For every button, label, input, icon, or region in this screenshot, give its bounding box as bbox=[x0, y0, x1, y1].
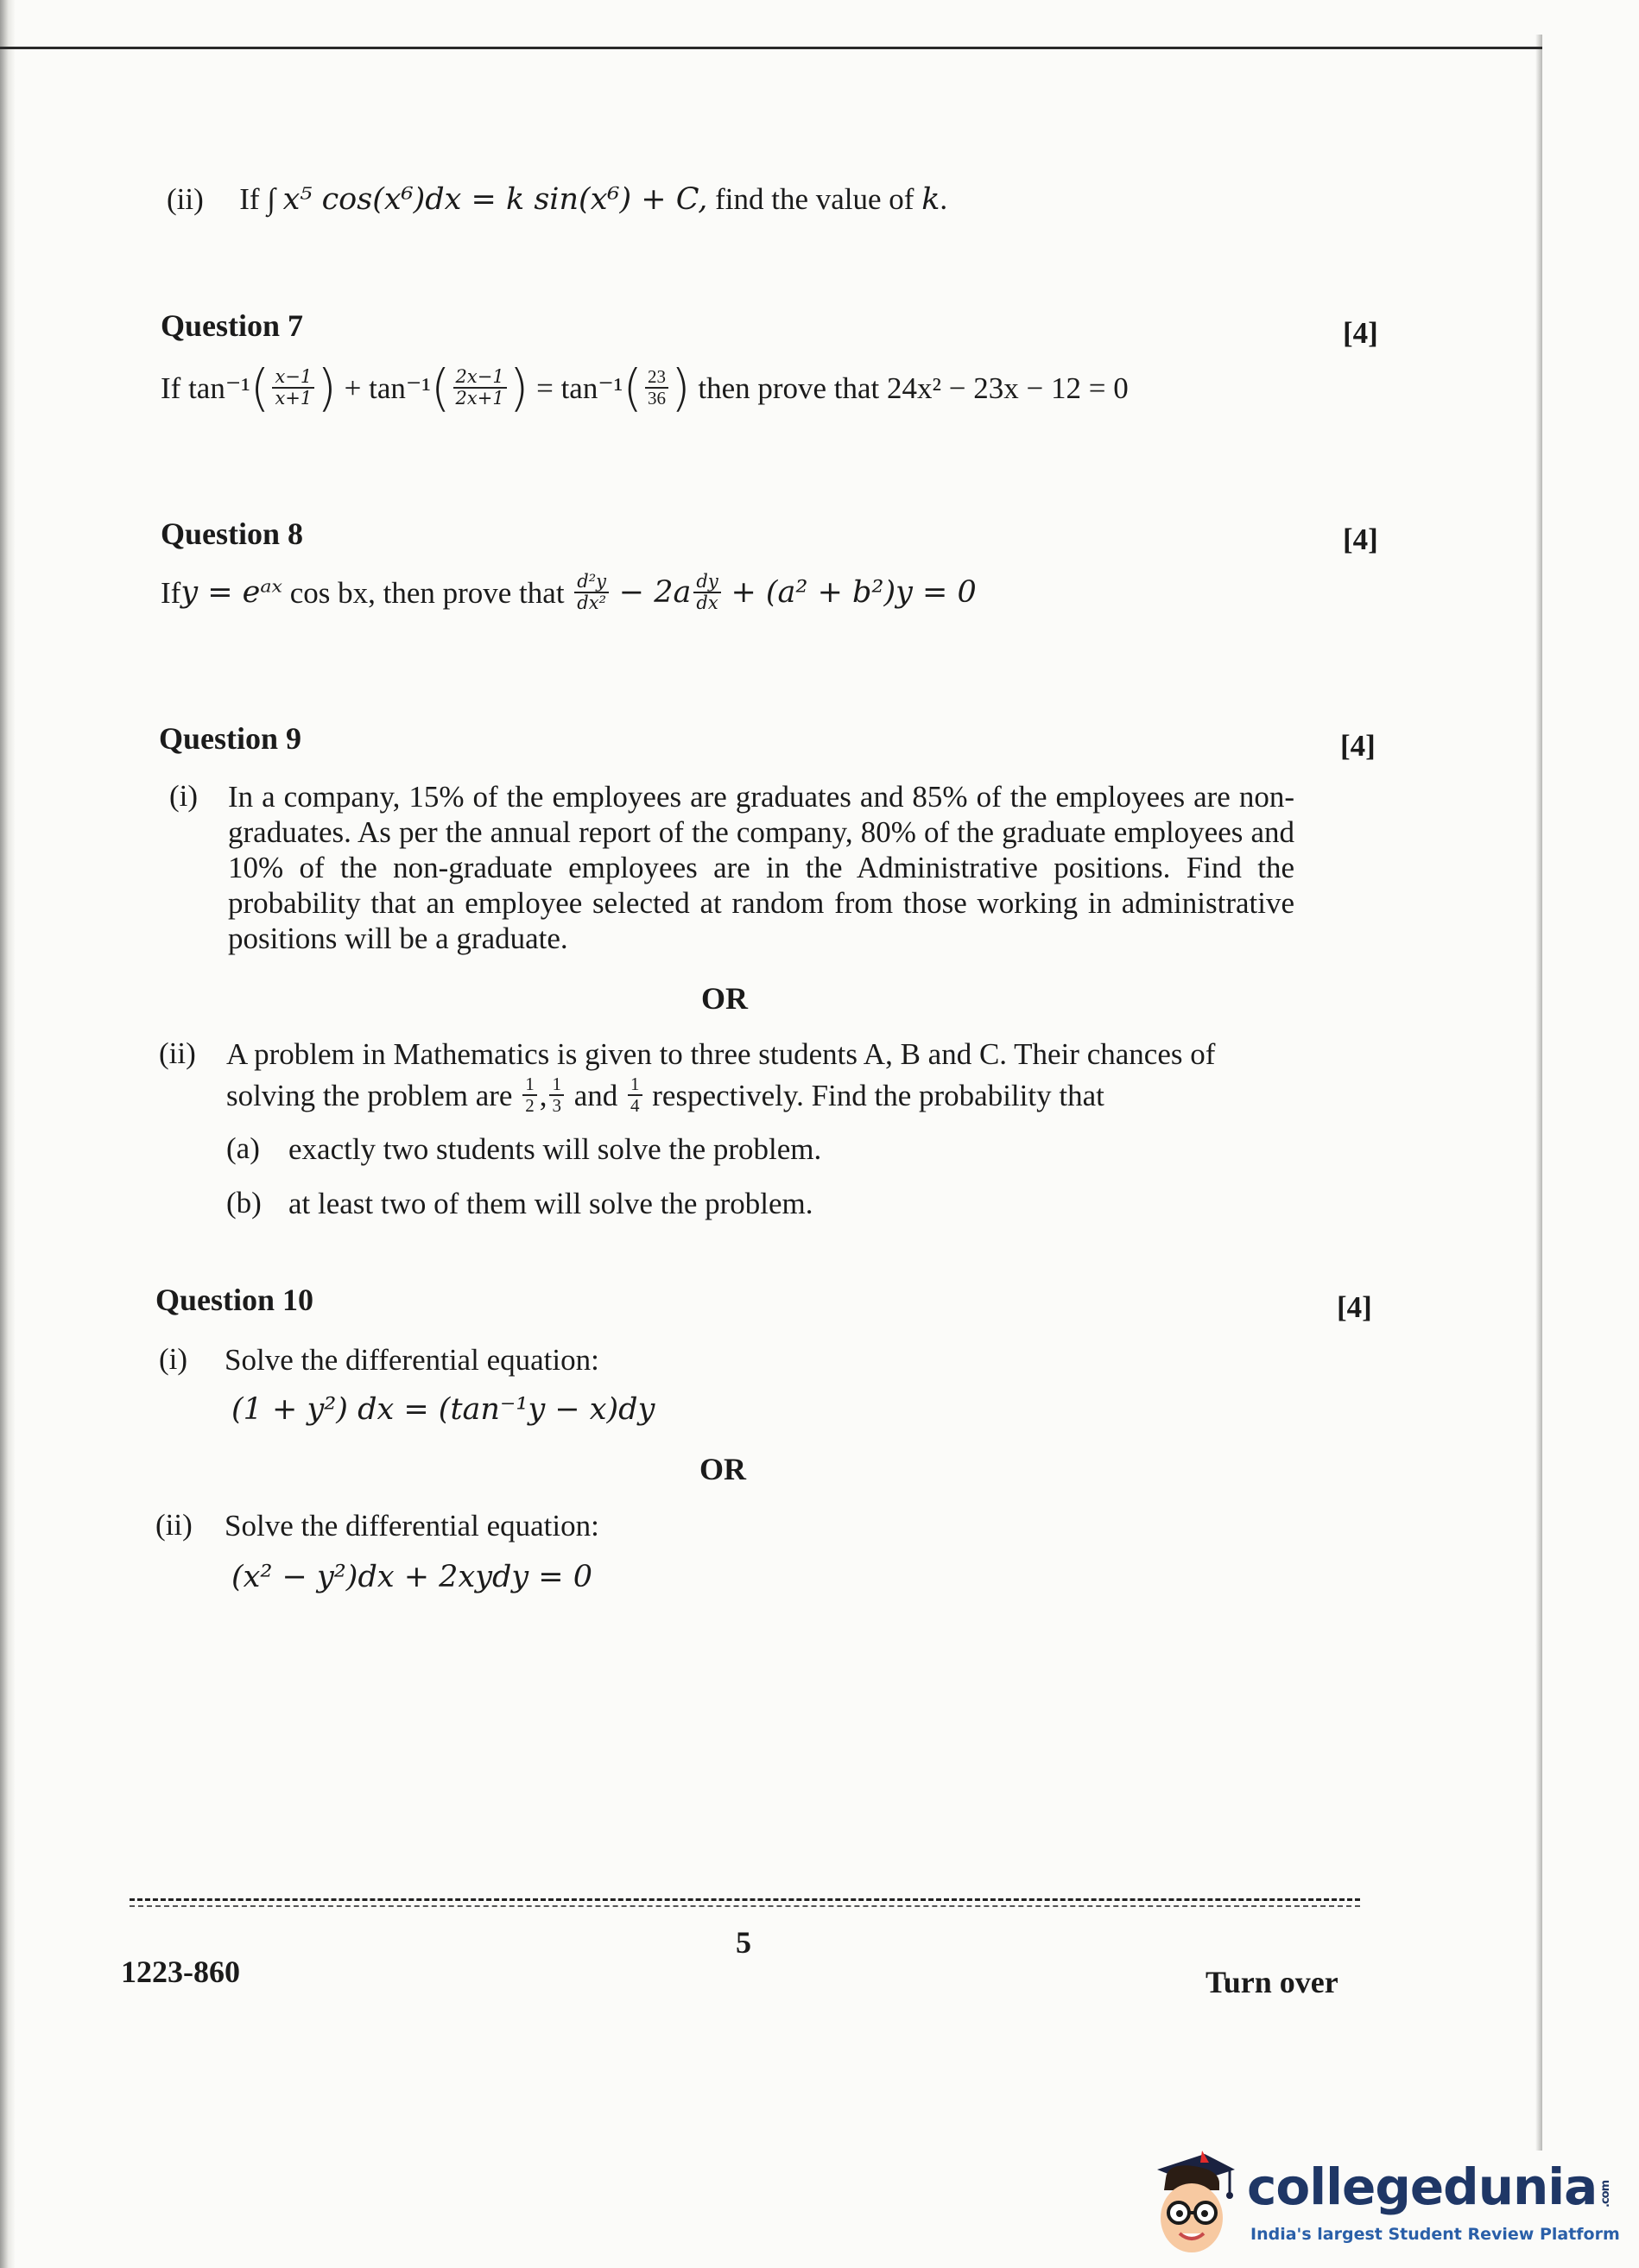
q7-fraction-2: ( $\frac{2x-1}{2x+1}$ ) bbox=[430, 358, 529, 417]
q7-f1-den: x+1 bbox=[275, 388, 313, 409]
page-number: 5 bbox=[736, 1925, 751, 1960]
brand-tagline: India's largest Student Review Platform bbox=[1250, 2225, 1620, 2244]
q7-f2-den: 2x+1 bbox=[455, 388, 504, 409]
q9-sub-b-label: (b) bbox=[226, 1186, 262, 1220]
question-10-marks: [4] bbox=[1337, 1290, 1372, 1324]
q6ii-k: k bbox=[921, 182, 940, 217]
q9-prob-a bbox=[522, 1074, 537, 1116]
q9-prob-c bbox=[628, 1074, 642, 1116]
turn-over: Turn over bbox=[1206, 1965, 1338, 1999]
q10-part-i-label: (i) bbox=[159, 1342, 188, 1376]
q7-plus: + bbox=[344, 371, 362, 405]
q6-part-ii bbox=[167, 181, 947, 218]
q8-second-derivative bbox=[574, 572, 609, 613]
q10-part-i-text: Solve the differential equation: bbox=[225, 1343, 599, 1377]
q7-conclusion: then prove that 24x² − 23x − 12 = 0 bbox=[698, 371, 1129, 405]
q8-y-def: y = eᵃˣ bbox=[180, 574, 282, 610]
footer-dashed-rule bbox=[130, 1898, 1360, 1901]
question-7-statement bbox=[161, 358, 1129, 417]
q8-d2-num: d²y bbox=[574, 572, 609, 593]
question-8-marks: [4] bbox=[1343, 523, 1378, 556]
q9-sub-a-text: exactly two students will solve the problem. bbox=[288, 1132, 822, 1166]
q7-tan2: tan⁻¹ bbox=[369, 371, 431, 405]
question-10-title: Question 10 bbox=[155, 1283, 314, 1317]
q7-f2-num: 2x−1 bbox=[453, 367, 507, 389]
q7-fraction-1: ( $\frac{x-1}{x+1}$ ) bbox=[250, 358, 337, 417]
q9-line2-pre: solving the problem are bbox=[226, 1078, 521, 1112]
q7-fraction-3: ( $\frac{23}{36}$ ) bbox=[623, 358, 691, 417]
paper-code: 1223-860 bbox=[121, 1954, 240, 1989]
q6ii-pre: If ∫ bbox=[239, 182, 275, 216]
q8-d1-den: dx bbox=[696, 592, 718, 613]
q8-tail: + (a² + b²)y = 0 bbox=[731, 574, 977, 610]
q7-tan3: tan⁻¹ bbox=[560, 371, 623, 405]
mascot-icon bbox=[1140, 2144, 1243, 2265]
q9-part-ii-line2 bbox=[226, 1074, 1104, 1116]
q9-p3-num: 1 bbox=[628, 1074, 642, 1096]
q9-or: OR bbox=[701, 981, 748, 1016]
q9-part-ii-line1: A problem in Mathematics is given to three students A, B and C. Their chances of bbox=[226, 1037, 1216, 1071]
top-border-line bbox=[0, 47, 1542, 49]
question-7-title: Question 7 bbox=[161, 308, 304, 343]
q7-f1-num: x−1 bbox=[272, 367, 314, 389]
q8-pre: If bbox=[161, 575, 181, 610]
q9-comma: , bbox=[539, 1078, 547, 1112]
question-8-title: Question 8 bbox=[161, 516, 304, 551]
q7-eq: = bbox=[536, 371, 554, 405]
q7-f3-num: 23 bbox=[645, 367, 668, 389]
q9-p2-num: 1 bbox=[549, 1074, 564, 1096]
collegedunia-watermark bbox=[1140, 2144, 1620, 2265]
q10-part-ii-label: (ii) bbox=[155, 1508, 193, 1542]
brand-name bbox=[1247, 2157, 1639, 2216]
q9-p3-den: 4 bbox=[630, 1095, 640, 1116]
q9-part-ii-label: (ii) bbox=[159, 1036, 196, 1070]
scan-left-edge bbox=[0, 0, 16, 2268]
q10-part-i-equation: (1 + y²) dx = (tan⁻¹y − x)dy bbox=[231, 1392, 655, 1427]
footer-dashed-rule-2 bbox=[130, 1905, 1360, 1907]
q9-p2-den: 3 bbox=[552, 1095, 561, 1116]
part-label: (ii) bbox=[167, 182, 204, 216]
brand-tld: .com bbox=[1599, 2180, 1613, 2208]
question-9-marks: [4] bbox=[1340, 729, 1376, 763]
q6ii-expression: x⁵ cos(x⁶)dx = k sin(x⁶) + C, bbox=[282, 182, 708, 217]
q8-minus2a: − 2a bbox=[618, 574, 692, 610]
q9-sub-a-label: (a) bbox=[226, 1131, 260, 1165]
q9-sub-b-text: at least two of them will solve the problem. bbox=[288, 1187, 813, 1220]
question-7-marks: [4] bbox=[1343, 316, 1378, 350]
q7-if: If bbox=[161, 371, 181, 405]
q9-prob-b bbox=[549, 1074, 564, 1116]
q8-mid: then prove that bbox=[375, 575, 573, 610]
q10-part-ii-text: Solve the differential equation: bbox=[225, 1509, 599, 1543]
brand-text: collegedunia bbox=[1247, 2157, 1598, 2216]
q9-and: and bbox=[566, 1078, 625, 1112]
scan-right-edge bbox=[1535, 35, 1542, 2151]
q8-first-derivative bbox=[693, 572, 720, 613]
question-9-title: Question 9 bbox=[159, 721, 302, 756]
q10-part-ii-equation: (x² − y²)dx + 2xydy = 0 bbox=[231, 1560, 592, 1594]
q9-line2-post: respectively. Find the probability that bbox=[644, 1078, 1104, 1112]
q10-or: OR bbox=[699, 1452, 746, 1486]
q9-p1-den: 2 bbox=[525, 1095, 535, 1116]
question-8-statement bbox=[161, 572, 977, 613]
q9-part-i-text: In a company, 15% of the employees are graduates and 85% of the employees are non-graduates. As per the annual report of the company, 80% of the graduate employees and 10% of the non-graduate employees are in the Administrative positions. Find the probability that an employee selected at random from those working in administrative positions will be a graduate. bbox=[228, 780, 1294, 955]
q8-d2-den: dx² bbox=[577, 592, 607, 613]
q9-p1-num: 1 bbox=[522, 1074, 537, 1096]
q8-d1-num: dy bbox=[693, 572, 720, 593]
q8-cos: cos bx, bbox=[282, 575, 376, 610]
q7-tan1: tan⁻¹ bbox=[188, 371, 250, 405]
q6ii-end: . bbox=[940, 182, 948, 216]
q7-f3-den: 36 bbox=[647, 388, 666, 409]
q6ii-post: find the value of bbox=[707, 182, 922, 216]
q9-part-i-label: (i) bbox=[169, 779, 199, 813]
